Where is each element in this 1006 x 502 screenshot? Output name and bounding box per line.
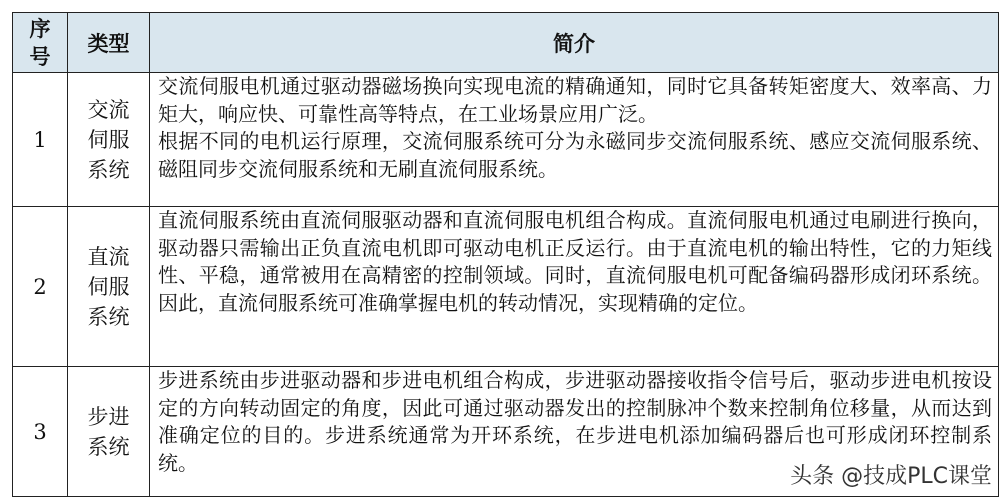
header-serial-line1: 序 [29, 16, 51, 41]
row-number: 2 [13, 207, 68, 367]
description-paragraph: 交流伺服电机通过驱动器磁场换向实现电流的精确通知，同时它具备转矩密度大、效率高、力矩大，响应快、可靠性高等特点，在工业场景应用广泛。 [158, 74, 992, 126]
type-line: 伺服 [87, 274, 130, 299]
type-line: 伺服 [87, 127, 130, 152]
description-paragraph: 步进系统由步进驱动器和步进电机组合构成，步进驱动器接收指令信号后，驱动步进电机按设定的方向转动固定的角度，因此可通过驱动器发出的控制脉冲个数来控制角位移量，从而达到准确定位的目的。步进系统通常为开环系统，在步进电机添加编码器后也可形成闭环控制系统。 [158, 368, 992, 475]
type-line: 系统 [87, 157, 130, 182]
servo-systems-table [12, 12, 999, 497]
header-serial-line2: 号 [29, 44, 51, 69]
header-row [13, 13, 999, 73]
header-description: 简介 [150, 13, 999, 73]
row-description [150, 73, 999, 207]
type-line: 系统 [87, 304, 130, 329]
row-type [68, 207, 150, 367]
description-paragraph: 直流伺服系统由直流伺服驱动器和直流伺服电机组合构成。直流伺服电机通过电刷进行换向，驱动器只需输出正负直流电机即可驱动电机正反运行。由于直流电机的输出特性，它的力矩线性、平稳，通常被用在高精密的控制领域。同时，直流伺服电机可配备编码器形成闭环系统。因此，直流伺服系统可准确掌握电机的转动情况，实现精确的定位。 [158, 208, 992, 315]
row-number: 3 [13, 367, 68, 497]
header-type: 类型 [68, 13, 150, 73]
row-type [68, 367, 150, 497]
type-line: 步进 [87, 404, 130, 429]
type-line: 系统 [87, 434, 130, 459]
type-line: 直流 [87, 244, 130, 269]
type-line: 交流 [87, 97, 130, 122]
row-description [150, 207, 999, 367]
description-paragraph: 根据不同的电机运行原理，交流伺服系统可分为永磁同步交流伺服系统、感应交流伺服系统、磁阻同步交流伺服系统和无刷直流伺服系统。 [158, 129, 992, 181]
watermark: 头条 @技成PLC课堂 [790, 464, 992, 489]
header-serial-number [13, 13, 68, 73]
row-number: 1 [13, 73, 68, 207]
table-row [13, 73, 999, 207]
table-row [13, 207, 999, 367]
row-type [68, 73, 150, 207]
